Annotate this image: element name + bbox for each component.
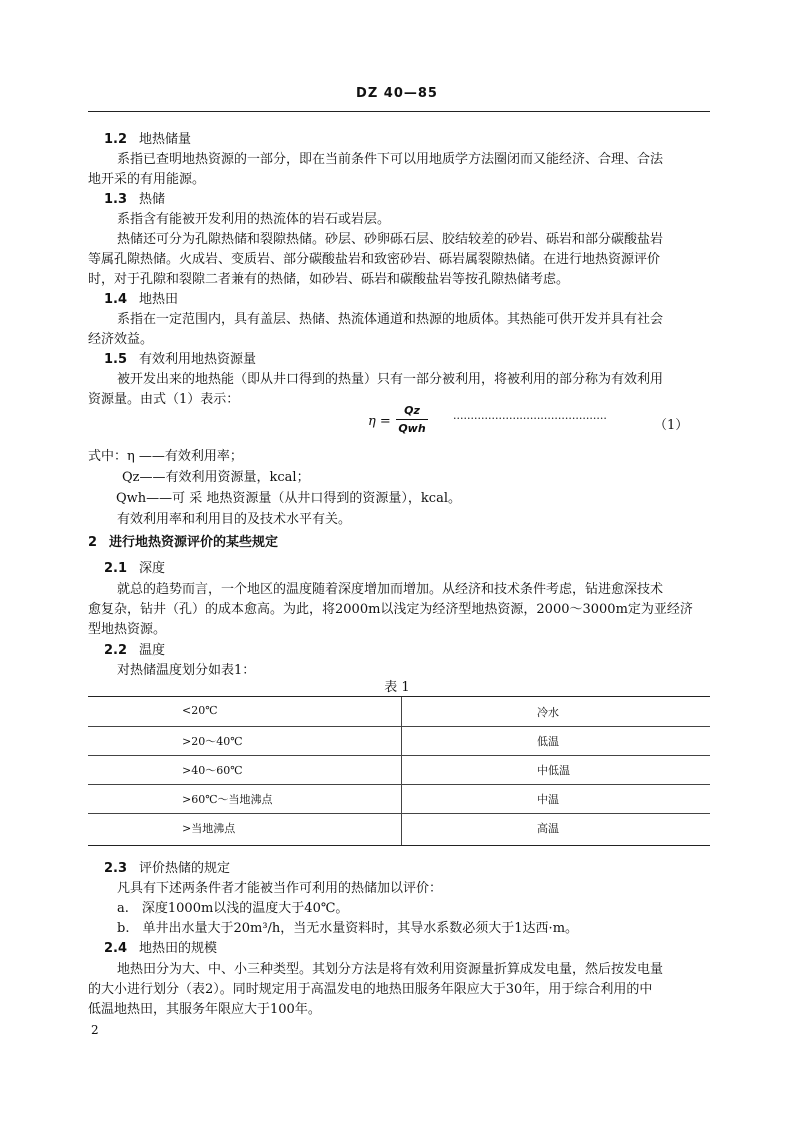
section-1-2-heading [104,128,191,147]
section-number: 2.4 [104,941,128,956]
definition-eta: 式中：η ——有效利用率； [88,449,243,464]
paragraph-line: 热储还可分为孔隙热储和裂隙热储。砂层、砂卵砾石层、胶结较差的砂岩、砾岩和部分碳酸盐岩 [117,232,664,247]
table-cell-label: 中温 [537,793,559,806]
paragraph-line: 就总的趋势而言，一个地区的温度随着深度增加而增加。从经济和技术条件考虑，钻进愈深技术 [117,582,664,597]
table-cell-label: 中低温 [537,764,570,777]
paragraph-line: 对热储温度划分如表1： [117,663,256,678]
table-cell-range: <20℃ [182,704,218,717]
table-cell-label: 低温 [537,735,559,748]
paragraph-line: 低温地热田，其服务年限应大于100年。 [88,1002,321,1017]
standard-code: DZ 40—85 [356,86,438,101]
definition-note: 有效利用率和利用目的及技术水平有关。 [117,512,352,527]
section-2-heading [88,531,278,550]
section-title: 地热田的规模 [139,941,218,956]
section-1-5-heading [104,348,256,367]
table-cell-label: 冷水 [537,706,559,719]
paragraph-line: 型地热资源。 [88,622,167,637]
section-2-3-heading [104,857,230,876]
section-number: 1.5 [104,352,128,367]
section-2-4-heading [104,937,217,956]
section-2-1-heading [104,557,165,576]
table-row [88,697,710,727]
header-rule [88,111,710,112]
paragraph-line: 的大小进行划分（表2）。同时规定用于高温发电的地热田服务年限应大于30年，用于综合利用的中 [88,982,653,997]
list-item-b: b. 单井出水量大于20m³/h，当无水量资料时，其导水系数必须大于1达西·m。 [117,921,579,936]
paragraph-line: 凡具有下述两条件者才能被当作可利用的热储加以评价： [117,881,443,896]
temperature-table [88,696,710,846]
paragraph-line: 地热田分为大、中、小三种类型。其划分方法是将有效利用资源量折算成发电量，然后按发电量 [117,962,664,977]
section-number: 2.1 [104,561,128,576]
formula-numerator: Qz [396,404,428,420]
section-title: 热储 [139,192,166,207]
list-item-a: a. 深度1000m以浅的温度大于40℃。 [117,901,349,916]
formula-leader-dots: ············································ [453,412,607,425]
table-cell-range: >60℃～当地沸点 [182,793,273,806]
section-title: 地热田 [139,292,179,307]
section-title: 评价热储的规定 [139,861,231,876]
section-title: 有效利用地热资源量 [139,352,257,367]
page-number: 2 [91,1023,99,1037]
section-title: 地热储量 [139,132,192,147]
section-number: 2.3 [104,861,128,876]
paragraph-line: 经济效益。 [88,332,154,347]
section-title: 深度 [139,561,166,576]
formula-denominator: Qwh [398,422,426,435]
section-1-4-heading [104,288,178,307]
table-row [88,784,710,814]
table-cell-range: >当地沸点 [182,822,236,835]
section-number: 2 [88,535,98,550]
table-row [88,813,710,842]
table-caption: 表 1 [384,680,410,695]
formula-lhs: η = [368,414,391,429]
section-title: 进行地热资源评价的某些规定 [109,535,279,550]
formula-fraction [396,404,428,435]
definition-qwh: Qwh——可 采 地热资源量（从井口得到的资源量），kcal。 [116,491,461,506]
paragraph-line: 被开发出来的地热能（即从井口得到的热量）只有一部分被利用，将被利用的部分称为有效利用 [117,372,664,387]
paragraph-line: 愈复杂，钻井（孔）的成本愈高。为此，将2000m以浅定为经济型地热资源，2000～3000m定为亚经济 [88,602,693,617]
table-cell-label: 高温 [537,822,559,835]
table-cell-range: >40～60℃ [182,764,243,777]
paragraph-line: 地开采的有用能源。 [88,172,206,187]
section-number: 1.3 [104,192,128,207]
table-row [88,726,710,756]
paragraph-line: 等属孔隙热储。火成岩、变质岩、部分碳酸盐岩和致密砂岩、砾岩属裂隙热储。在进行地热资源评价 [88,252,661,267]
table-row [88,755,710,785]
section-number: 1.4 [104,292,128,307]
paragraph-line: 系指含有能被开发利用的热流体的岩石或岩层。 [117,212,391,227]
paragraph-line: 资源量。由式（1）表示： [88,392,240,407]
section-number: 2.2 [104,643,128,658]
paragraph-line: 系指已查明地热资源的一部分，即在当前条件下可以用地质学方法圈闭而又能经济、合理、合法 [117,152,664,167]
definition-qz: Qz——有效利用资源量，kcal； [122,470,310,485]
section-2-2-heading [104,639,165,658]
paragraph-line: 系指在一定范围内，具有盖层、热储、热流体通道和热源的地质体。其热能可供开发并具有社会 [117,312,664,327]
table-cell-range: >20～40℃ [182,735,243,748]
paragraph-line: 时，对于孔隙和裂隙二者兼有的热储，如砂岩、砾岩和碳酸盐岩等按孔隙热储考虑。 [88,272,570,287]
section-1-3-heading [104,188,165,207]
formula-number: （1） [654,418,689,433]
section-number: 1.2 [104,132,128,147]
section-title: 温度 [139,643,166,658]
